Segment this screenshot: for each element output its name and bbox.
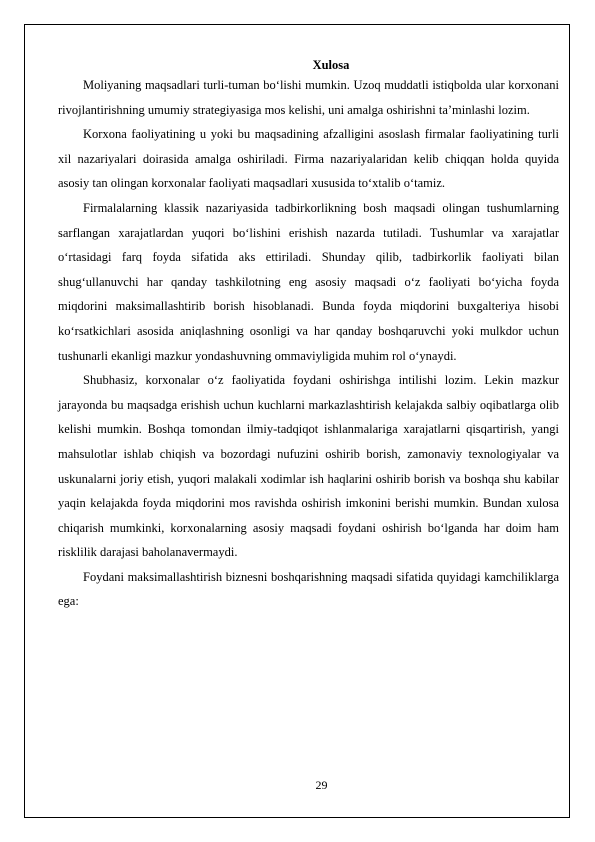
paragraph-4: [58, 368, 559, 565]
paragraph-3: [58, 196, 559, 368]
paragraph-2-text: Korxona faoliyatining u yoki bu maqsadining afzalligini asoslash firmalar faoliyatining turli xil nazariyalari doirasida amalga oshiriladi. Firma nazariyalaridan kelib chiqqan holda quyida asosiy tan olingan korxonalar faoliyati maqsadlari xususida to‘xtalib o‘tamiz.: [58, 127, 559, 191]
document-body: [58, 57, 559, 614]
document-title: Xulosa: [312, 58, 350, 72]
paragraph-1: [58, 73, 559, 122]
paragraph-5: [58, 565, 559, 614]
paragraph-1-text: Moliyaning maqsadlari turli-tuman bo‘lishi mumkin. Uzoq muddatli istiqbolda ular korxonani rivojlantirishning umumiy strategiyasiga mos kelishi, uni amalga oshirishni ta’minlashi lozim.: [58, 78, 559, 117]
paragraph-2: [58, 122, 559, 196]
paragraph-4-text: Shubhasiz, korxonalar o‘z faoliyatida foydani oshirishga intilishi lozim. Lekin mazkur jarayonda bu maqsadga erishish uchun kuchlarni markazlashtirish kelajakda salbiy oqibatlarga olib kelishi mumkin. Boshqa tomondan ilmiy-tadqiqot ishlanmalariga xarajatlarni qisqartirish, yangi mahsulotlar ishlab chiqish va bozordagi nufuzini oshirib borish, zamonaviy texnologiyalar va uskunalarni joriy etish, yuqori malakali xodimlar ish haqlarini oshirib borish va boshqa shu kabilar yaqin kelajakda foyda miqdorini mos ravishda oshirish imkonini berishi mumkin. Bundan xulosa chiqarish mumkinki, korxonalarning asosiy maqsadi foydani oshirish bo‘lganda har doim ham risklilik darajasi baholanavermaydi.: [58, 373, 559, 560]
paragraph-5-text: Foydani maksimallashtirish biznesni boshqarishning maqsadi sifatida quyidagi kamchiliklarga ega:: [58, 569, 559, 609]
paragraph-3-text: Firmalalarning klassik nazariyasida tadbirkorlikning bosh maqsadi olingan tushumlarning sarflangan xarajatlardan yuqori bo‘lishini erishish nazarda tutiladi. Tushumlar va xarajatlar o‘rtasidagi farq foyda sifatida aks ettiriladi. Shunday qilib, tadbirkorlik faoliyati bilan shug‘ullanuvchi har qanday tashkilotning eng asosiy maqsadi o‘z faoliyati bo‘yicha foyda miqdorini maksimallashtirib borish hisoblanadi. Bunda foyda miqdorini buxgalteriya hisobi ko‘rsatkichlari asosida aniqlashning osonligi va har qanday boshqaruvchi yoki mulkdor uchun tushunarli ekanligi mazkur yondashuvning ommaviyligida muhim rol o‘ynaydi.: [58, 200, 559, 363]
page-number: 29: [315, 778, 328, 792]
